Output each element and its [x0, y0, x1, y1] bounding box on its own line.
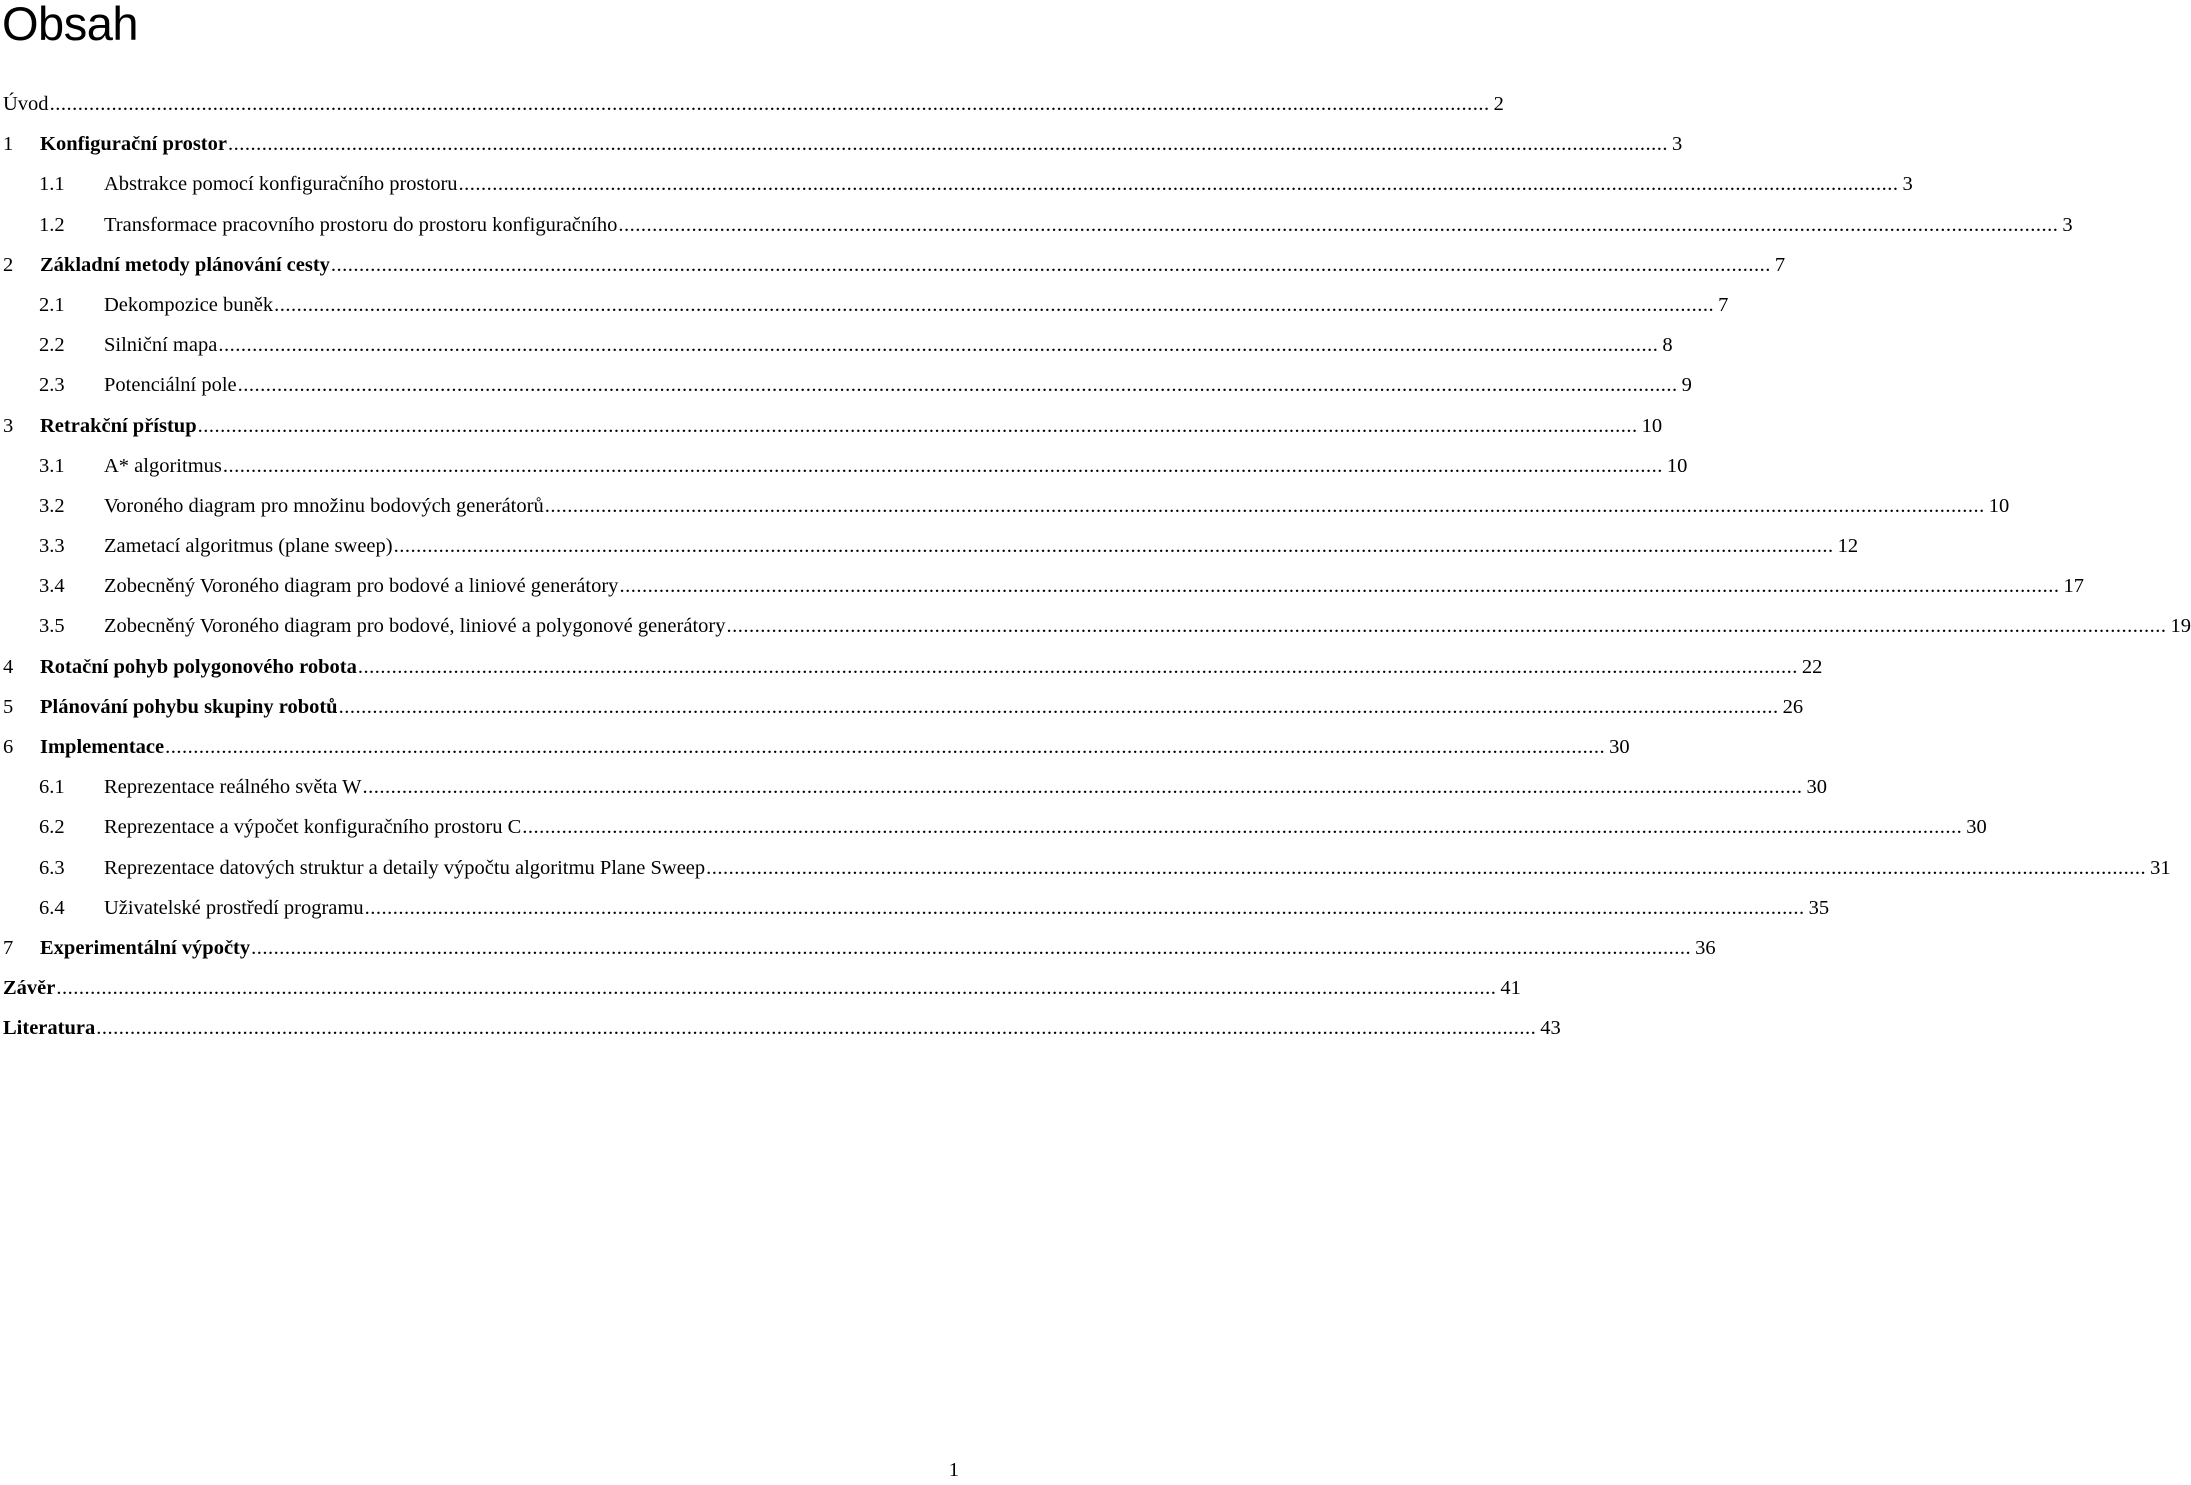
toc-entry-number: 3.2	[39, 494, 65, 517]
toc-entry-number: 6.2	[39, 816, 65, 839]
toc-entry-page: 19	[2170, 615, 2191, 638]
toc-dot-leader	[228, 124, 1668, 164]
toc-entry-title: Uživatelské prostředí programu	[104, 896, 364, 919]
toc-entry-page: 36	[1695, 936, 1716, 959]
toc-entry[interactable]	[0, 526, 1859, 566]
toc-dot-leader	[238, 365, 1678, 405]
toc-entry-title: A* algoritmus	[104, 454, 222, 477]
toc-entry-title: Voroného diagram pro množinu bodových generátorů	[104, 494, 544, 517]
toc-entry[interactable]	[0, 1008, 1561, 1048]
toc-dot-leader	[619, 566, 2059, 606]
toc-entry-number: 3.4	[39, 575, 65, 598]
toc-entry-page: 3	[1671, 133, 1683, 156]
toc-entry-number: 2	[3, 253, 14, 276]
toc-entry[interactable]	[0, 245, 1786, 285]
toc-entry-number: 3.1	[39, 454, 65, 477]
toc-entry-title: Základní metody plánování cesty	[40, 253, 330, 276]
toc-dot-leader	[362, 767, 1802, 807]
toc-dot-leader	[223, 446, 1663, 486]
toc-entry[interactable]	[0, 486, 2010, 526]
toc-dot-leader	[251, 928, 1691, 968]
toc-entry-number: 3	[3, 414, 14, 437]
toc-entry[interactable]	[0, 687, 1804, 727]
toc-dot-leader	[459, 164, 1899, 204]
toc-entry-title: Implementace	[40, 736, 165, 758]
toc-entry[interactable]	[0, 406, 1663, 446]
toc-entry-title: Úvod	[3, 93, 49, 115]
toc-entry-number: 6.1	[39, 776, 65, 799]
toc-entry-number: 6.3	[39, 856, 65, 879]
toc-entry-page: 10	[1666, 454, 1688, 477]
toc-entry-number: 3.5	[39, 615, 65, 638]
toc-dot-leader	[96, 1008, 1536, 1048]
toc-entry[interactable]	[0, 325, 1673, 365]
toc-entry-title: Potenciální pole	[104, 374, 237, 397]
toc-entry[interactable]	[0, 968, 1521, 1008]
toc-entry[interactable]	[0, 647, 1823, 687]
toc-entry[interactable]	[0, 285, 1729, 325]
toc-dot-leader	[522, 807, 1962, 847]
page-title: Obsah	[2, 0, 138, 50]
toc-dot-leader	[706, 848, 2146, 888]
toc-dot-leader	[218, 325, 1658, 365]
toc-dot-leader	[358, 647, 1798, 687]
toc-entry[interactable]	[0, 928, 1716, 968]
toc-entry[interactable]	[0, 365, 1692, 405]
toc-entry-title: Reprezentace a výpočet konfiguračního prostoru C	[104, 816, 522, 839]
toc-entry-title: Reprezentace datových struktur a detaily výpočtu algoritmu Plane Sweep	[104, 856, 706, 879]
toc-dot-leader	[165, 727, 1605, 767]
toc-entry-title: Transformace pracovního prostoru do prostoru konfiguračního	[104, 213, 618, 236]
toc-dot-leader	[331, 245, 1771, 285]
toc-entry-page: 2	[1493, 93, 1504, 115]
toc-entry-page: 26	[1782, 695, 1804, 718]
toc-entry-number: 1.1	[39, 173, 65, 196]
toc-entry-page: 7	[1718, 293, 1729, 316]
toc-entry-number: 2.2	[39, 334, 65, 357]
toc-entry-title: Dekompozice buněk	[104, 293, 274, 316]
toc-entry-number: 6.4	[39, 896, 65, 919]
toc-entry[interactable]	[0, 124, 1683, 164]
toc-entry-page: 7	[1774, 253, 1786, 276]
toc-dot-leader	[339, 687, 1779, 727]
toc-entry-page: 12	[1837, 535, 1859, 558]
toc-entry-title: Experimentální výpočty	[40, 936, 251, 959]
toc-entry-page: 35	[1808, 896, 1830, 919]
toc-entry-number: 7	[3, 936, 14, 959]
toc-entry-number: 2.3	[39, 374, 65, 397]
toc-entry-page: 9	[1681, 374, 1692, 397]
toc-dot-leader	[618, 205, 2058, 245]
toc-entry-number: 4	[3, 655, 14, 678]
toc-dot-leader	[50, 84, 1490, 124]
toc-entry-title: Literatura	[3, 1017, 96, 1040]
toc-entry-page: 31	[2150, 856, 2171, 879]
toc-entry-number: 1	[3, 133, 14, 156]
toc-entry-page: 30	[1806, 776, 1827, 799]
toc-entry-number: 1.2	[39, 213, 65, 236]
toc-entry-title: Zobecněný Voroného diagram pro bodové a liniové generátory	[104, 575, 619, 598]
toc-entry-page: 43	[1540, 1017, 1561, 1040]
toc-entry-page: 30	[1609, 736, 1630, 758]
toc-entry-page: 30	[1966, 816, 1987, 839]
toc-entry[interactable]	[0, 727, 1630, 767]
toc-entry[interactable]	[0, 205, 2073, 245]
toc-entry-title: Reprezentace reálného světa W	[104, 776, 362, 799]
toc-entry-title: Abstrakce pomocí konfiguračního prostoru	[104, 173, 458, 196]
toc-entry-page: 3	[1902, 173, 1913, 196]
toc-entry[interactable]	[0, 767, 1827, 807]
toc-dot-leader	[274, 285, 1714, 325]
toc-entry-page: 22	[1801, 655, 1823, 678]
toc-dot-leader	[365, 888, 1805, 928]
table-of-contents	[0, 84, 2191, 1049]
toc-entry[interactable]	[0, 164, 1913, 204]
toc-entry-title: Rotační pohyb polygonového robota	[40, 655, 357, 678]
toc-entry[interactable]	[0, 84, 1504, 124]
toc-dot-leader	[56, 968, 1496, 1008]
toc-entry-number: 5	[3, 695, 14, 718]
toc-entry-page: 8	[1662, 334, 1673, 357]
toc-entry[interactable]	[0, 606, 2191, 646]
toc-entry-page: 10	[1641, 414, 1663, 437]
toc-entry-number: 3.3	[39, 535, 65, 558]
toc-dot-leader	[394, 526, 1834, 566]
toc-entry[interactable]	[0, 888, 1830, 928]
toc-entry-page: 3	[2062, 213, 2073, 236]
toc-entry-title: Retrakční přístup	[40, 414, 197, 437]
toc-entry-number: 2.1	[39, 293, 65, 316]
toc-entry-title: Konfigurační prostor	[40, 133, 227, 156]
toc-entry-number: 6	[3, 736, 14, 758]
toc-entry[interactable]	[0, 807, 1987, 847]
toc-entry[interactable]	[0, 848, 2171, 888]
toc-dot-leader	[198, 406, 1638, 446]
toc-entry-title: Silniční mapa	[104, 334, 218, 357]
toc-entry-page: 10	[1988, 494, 2010, 517]
page-number: 1	[948, 1459, 959, 1481]
toc-entry-title: Plánování pohybu skupiny robotů	[40, 695, 338, 718]
toc-dot-leader	[726, 606, 2166, 646]
toc-entry[interactable]	[0, 446, 1688, 486]
toc-entry-page: 17	[2063, 575, 2084, 598]
toc-entry-title: Zametací algoritmus (plane sweep)	[104, 535, 393, 558]
toc-entry-title: Závěr	[3, 977, 56, 1000]
toc-entry-title: Zobecněný Voroného diagram pro bodové, liniové a polygonové generátory	[104, 615, 726, 638]
toc-entry-page: 41	[1500, 977, 1521, 1000]
toc-entry[interactable]	[0, 566, 2084, 606]
toc-dot-leader	[545, 486, 1985, 526]
